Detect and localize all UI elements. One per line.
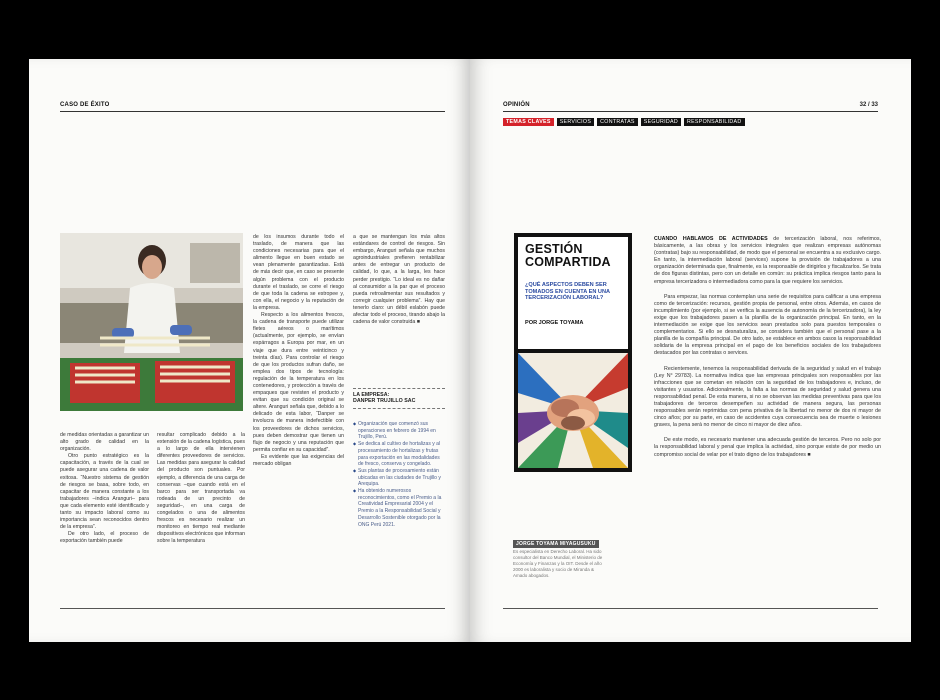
article-column-2 [157, 432, 245, 546]
cover-title: GESTIÓN COMPARTIDA [525, 242, 611, 269]
paragraph: De este modo, es necesario mantener una adecuada gestión de terceros. Pero no solo por la responsabilidad laboral y penal que implica la actividad, sino porque existe de por medio un compromiso social de velar por el trato digno de los trabajadores ■ [654, 437, 881, 458]
cover-question: ¿QUÉ ASPECTOS DEBEN SER TOMADOS EN CUENTA EN UNA TERCERIZACIÓN LABORAL? [525, 282, 610, 302]
topic-tags [503, 118, 745, 126]
paragraph-text: de tercerización laboral, nos referimos, básicamente, a las obras y los servicios integrales que realizan empresas autónomas (contratas) bajo su responsabilidad, de modo que el personal se encuentra a su exclusivo cargo. En tanto, la intermediación laboral (services) supone la provisión de trabajadores a una organización determinada que, finalmente, es la responsable de dirigirlos y fiscalizarlos. Se trata de dos figuras distintas, pero con un detalle en común: su práctica implica riesgos tanto para la empresa tercerizadora o intermediadora como para la que requiere los servicios. [654, 236, 881, 285]
paragraph [654, 236, 881, 286]
paragraph: de medidas orientadas a garantizar un alto grado de calidad en la organización. [60, 432, 149, 453]
tag-contratas[interactable]: CONTRATAS [597, 118, 638, 126]
paragraph: Es evidente que las exigencias del mercado obligan [253, 453, 344, 467]
handshake-illustration [518, 353, 628, 468]
header-rule [60, 111, 445, 112]
opinion-cover [514, 233, 632, 472]
fact-item: ◆ Organización que comenzó sus operaciones en febrero de 1994 en Trujillo, Perú. [353, 421, 445, 441]
page-numbers: 32 / 33 [859, 102, 878, 108]
company-box [353, 388, 445, 409]
article-column-3 [253, 234, 344, 468]
section-label: OPINIÓN [503, 102, 530, 108]
right-page [470, 59, 911, 642]
tag-services[interactable]: SERVICIOS [557, 118, 594, 126]
fact-item: ◆ Ha obtenido numerosos reconocimientos, como el Premio a la Creatividad Empresarial 2004 y el Premio a la Responsabilidad Social y Desarrollo Sostenible otorgado por la ONG Perú 2021. [353, 488, 445, 528]
header-rule [503, 111, 878, 112]
paragraph: resultar complicado debido a la extensión de la cadena logística, pues a lo largo de ella intervienen diferentes proveedores de servicios. Las medidas para asegurar la calidad del producto son puntuales. Por ejemplo, a diferencia de una carga de conservas –que cuando está en el barco para ser transportada va rodeada de un precinto de seguridad–, en una carga de congelados o una de alimentos frescos es necesario realizar un monitoreo en tiempo real mediante dispositivos electrónicos que informan sobre la temperatura [157, 432, 245, 545]
section-label: CASO DE ÉXITO [60, 102, 110, 108]
cover-byline: POR JORGE TOYAMA [525, 320, 584, 326]
paragraph: De otro lado, el proceso de exportación también puede [60, 531, 149, 545]
article-column-1 [60, 432, 149, 546]
paragraph: Respecto a los alimentos frescos, la cadena de transporte puede utilizar fletes aéreos o marítimos (actualmente, por ejemplo, se envían espárragos a Europa por mar, en un viaje que dura entre veinticinco y treinta días). Para controlar el riesgo de que los productos sufran daño, se emplea dos tipos de tecnología: regulación de la temperatura en los contenedores, y protección a través de empaques que revisten el producto y evitan que su condición original se altere. Aranguri señala que, debido a lo delicado de esta labor, “Danper se involucra de manera indefectible con los proveedores de dichos servicios, pues deben demostrar que tienen un flujo de negocio y una reputación que permita confiar en su capacidad”. [253, 312, 344, 453]
company-label: LA EMPRESA: [353, 388, 445, 398]
article-column-4 [353, 234, 445, 326]
worker-photo [60, 233, 243, 411]
paragraph: Para empezar, las normas contemplan una serie de requisitos para calificar a una empresa como de tercerización: recursos, gestión propia de personal, entre otros. Además, en casos de incumplimiento (por ejemplo, si se verifica la ausencia de autonomía de la tercerizadora), la ley exige que los trabajadores pasen a la planilla de la organización principal. En tanto, en la intermediación se exige que los servicios sean prestados solo para puestos temporales o complementarios. Si ello se desnaturaliza, se considera también que el personal pase a la planilla de la compañía principal. De otro lado, se establece en ambos casos la responsabilidad solidaria de la empresa principal en el pago de los beneficios sociales de los trabajadores destacados por las contratas o services. [654, 293, 881, 357]
paragraph: Recientemente, tenemos la responsabilidad derivada de la seguridad y salud en el trabajo (Ley N° 29783). La normativa indica que las empresas principales son responsables por las infracciones que se cometan en relación con la seguridad de los trabajadores e, incluso, de visitantes y usuarios. Adicionalmente, la falta a las normas de seguridad y salud genera una responsabilidad penal. De esta manera, si no se observan las medidas preventivas para que los trabajadores de terceros desempeñen su actividad de manera segura, las personas responsables serán reprimidas con pena privativa de la libertad no menor de dos ni mayor de cinco años; por su parte, en caso de accidentes cuya consecuencia sea de muerte o lesiones graves, la pena será no menor de cinco ni mayor de diez años. [654, 365, 881, 429]
author-bio: Es especialista en Derecho Laboral. Ha sido consultor del Banco Mundial, el Ministerio de Economía y Finanzas y la OIT. Desde el año 2000 es laboralista y socio de Miranda & Amado abogados. [513, 549, 603, 578]
left-page [29, 59, 470, 642]
tag-key-topics[interactable]: TEMAS CLAVES [503, 118, 554, 126]
paragraph: de los insumos durante todo el traslado, de manera que las condiciones necesarias para que el alimento llegue en buen estado se vean plenamente garantizadas. Está de más decir que, en caso se presente algún problema con el producto durante el traslado, se corre el riesgo de que toda la cadena se estropee y, con ella, el negocio y la reputación de la empresa. [253, 234, 344, 311]
tag-seguridad[interactable]: SEGURIDAD [641, 118, 681, 126]
author-label: JORGE TOYAMA MIYAGUSUKU [513, 540, 599, 548]
company-facts [353, 421, 445, 528]
footer-rule [60, 608, 445, 609]
fact-item: ◆ Se dedica al cultivo de hortalizas y al procesamiento de hortalizas y frutas para exportación en las modalidades de fresco, conserva y congelado. [353, 441, 445, 468]
tag-responsabilidad[interactable]: RESPONSABILIDAD [684, 118, 745, 126]
footer-rule [503, 608, 878, 609]
opinion-body [654, 236, 881, 467]
paragraph: a que se mantengan los más altos estándares de control de riesgos. Sin embargo, Aranguri señala que muchos agroindustriales prefieren rentabilizar antes de entregar un producto de calidad, lo que, a la larga, les hace perder prestigio. “Lo ideal es no dañar al consumidor a la par que el proceso pueda retroalimentar sus resultados y corregir cualquier problema”. Hay que tenerlo claro: un débil eslabón puede afectar todo el proceso, tirando abajo la cadena de valor construida ■ [353, 234, 445, 326]
lead-words: CUANDO HABLAMOS DE ACTIVIDADES [654, 236, 768, 242]
company-name: DANPER TRUJILLO SAC [353, 398, 445, 409]
paragraph: Otro punto estratégico es la capacitación, a través de la cual se puede asegurar una cadena de valor exitosa. “Nuestro sistema de gestión de riesgos se basa, sobre todo, en capacitar de manera constante a los trabajadores –indica Aranguri– para que cada elemento esté identificado y tanto su impacto laboral como su importancia sean reconocidos dentro de la empresa”. [60, 453, 149, 531]
fact-item: ◆ Sus plantas de procesamiento están ubicadas en las ciudades de Trujillo y Arequipa. [353, 468, 445, 488]
